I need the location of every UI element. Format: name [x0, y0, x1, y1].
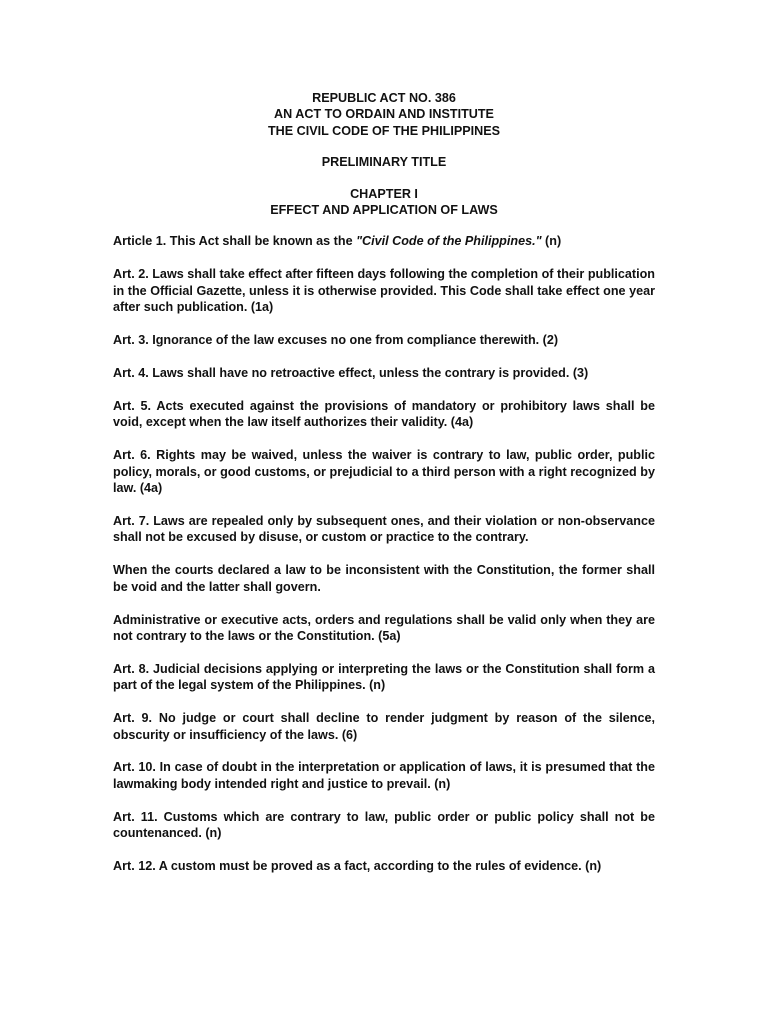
- article-11: Art. 11. Customs which are contrary to law, public order or public policy shall not be countenanced. (n): [113, 809, 655, 841]
- article-7-paragraph-2: When the courts declared a law to be inconsistent with the Constitution, the former shall be void and the latter shall govern.: [113, 563, 655, 594]
- spacer: [113, 139, 655, 154]
- article-2: Art. 2. Laws shall take effect after fifteen days following the completion of their publication in the Official Gazette, unless it is otherwise provided. This Code shall take effect one year after such publication. (1a): [113, 267, 655, 315]
- spacer: [113, 171, 655, 186]
- article-7-paragraph-3: Administrative or executive acts, orders and regulations shall be valid only when they are not contrary to the laws or the Constitution. (5a): [113, 612, 655, 643]
- spacer: [113, 218, 655, 233]
- article-9: Art. 9. No judge or court shall decline to render judgment by reason of the silence, obscurity or insufficiency of the laws. (6): [113, 711, 655, 742]
- act-number: REPUBLIC ACT NO. 386: [312, 91, 456, 105]
- article-1: [113, 233, 655, 249]
- article-4: Art. 4. Laws shall have no retroactive effect, unless the contrary is provided. (3): [113, 365, 589, 380]
- chapter-number: CHAPTER I: [350, 186, 418, 201]
- article-7: Art. 7. Laws are repealed only by subsequent ones, and their violation or non-observance shall not be excused by disuse, or custom or practice to the contrary.: [113, 513, 655, 545]
- article-1-text: Article 1. This Act shall be known as the: [113, 234, 357, 249]
- document-body: [113, 90, 655, 891]
- article-6: Art. 6. Rights may be waived, unless the waiver is contrary to law, public order, public policy, morals, or good customs, or prejudicial to a third person with a right recognized by law. (4a): [113, 448, 655, 495]
- preliminary-title: PRELIMINARY TITLE: [321, 155, 447, 170]
- code-name: "Civil Code of the Philippines.": [356, 234, 542, 249]
- article-12: Art. 12. A custom must be proved as a fact, according to the rules of evidence. (n): [113, 859, 602, 874]
- chapter-title: EFFECT AND APPLICATION OF LAWS: [270, 203, 498, 218]
- article-1-source: (n): [541, 234, 562, 249]
- article-8: Art. 8. Judicial decisions applying or interpreting the laws or the Constitution shall form a part of the legal system of the Philippines. (n): [113, 661, 655, 693]
- act-title-line-2: THE CIVIL CODE OF THE PHILIPPINES: [267, 123, 501, 138]
- act-title-line-1: AN ACT TO ORDAIN AND INSTITUTE: [274, 107, 494, 122]
- article-5: Art. 5. Acts executed against the provisions of mandatory or prohibitory laws shall be void, except when the law itself authorizes their validity. (4a): [113, 398, 655, 430]
- article-3: Art. 3. Ignorance of the law excuses no one from compliance therewith. (2): [113, 333, 559, 348]
- article-10: Art. 10. In case of doubt in the interpretation or application of laws, it is presumed that the lawmaking body intended right and justice to prevail. (n): [113, 760, 655, 791]
